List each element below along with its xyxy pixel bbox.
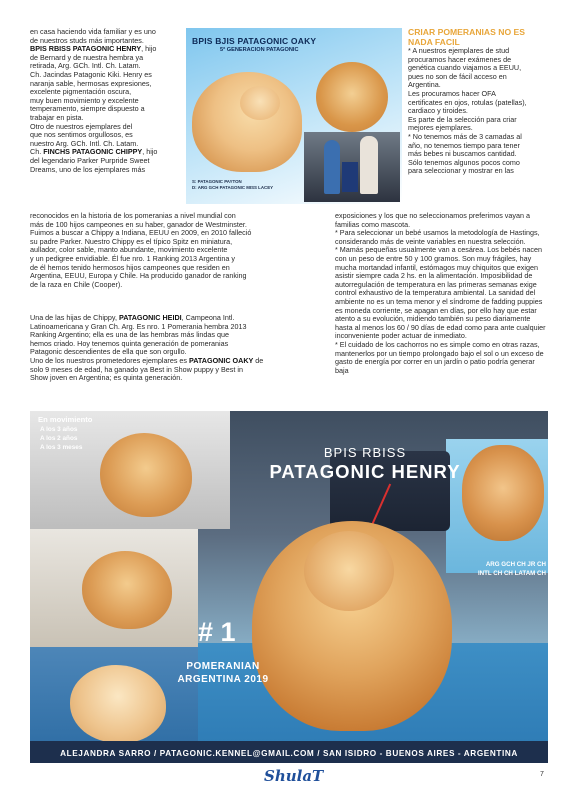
text-line: Es parte de la selección para criar	[408, 114, 517, 124]
text-line: excelente pigmentación oscura,	[30, 87, 132, 97]
text-line: asistir siempre cada 2 hs. en la alimentación. Imposibilidad de	[335, 271, 533, 281]
rank-breed: POMERANIAN	[186, 661, 260, 672]
text-line: naranja sable, hermosas expresiones,	[30, 78, 152, 88]
right-wide-paragraph	[335, 212, 550, 375]
text-line: hemos criado. Hoy tenemos quinta generación de pomeranias	[30, 338, 229, 348]
movement-label: En movimiento	[38, 415, 93, 424]
dog-photo-face	[240, 86, 280, 120]
text-line: Patagonic descendientes de ella que son orgullo.	[30, 347, 187, 357]
text-line: Latinoamericana y Gran Ch. Arg. Es nro. 1 Pomerania hembra 2013	[30, 321, 247, 331]
movement-item: A los 3 años	[40, 426, 78, 433]
oaky-photo	[186, 28, 402, 204]
show-ring-photo	[304, 132, 400, 202]
rank-country-year: ARGENTINA 2019	[177, 674, 269, 685]
text-line: solo 9 meses de edad, ha ganado ya Best in Show puppy y Best in	[30, 364, 243, 374]
text-line: es moneda corriente, se apagan en días, por ello hay que estar	[335, 305, 537, 315]
text-line: del legendario Parker Purpride Sweet	[30, 155, 150, 165]
text-line: año, no tenemos tiempo para tener	[408, 140, 520, 150]
text-line: nuestro Arg. GCh. Intl. Ch. Latam.	[30, 138, 139, 148]
text-line: reconocidos en la historia de los pomeranias a nivel mundial con	[30, 211, 236, 220]
text-line: Fuimos a buscar a Chippy a Indiana, EEUU en 2009, en 2010 falleció	[30, 228, 252, 238]
dog-name-oaky: PATAGONIC OAKY	[189, 355, 254, 365]
text-line: Argentina.	[408, 80, 441, 90]
trophy-banner	[342, 162, 358, 192]
dog-name-heidi: PATAGONIC HEIDI	[118, 313, 182, 322]
text-line: BPIS RBISS PATAGONIC HENRY, hijo	[30, 44, 157, 54]
text-line: * Mamás pequeñas usualmente van a cesárea. Los bebés nacen	[335, 245, 542, 255]
text-line: atento a su evolución, midiendo también su peso diariamente	[335, 314, 531, 324]
champion-titles: INTL CH CH LATAM CH	[477, 570, 546, 577]
text-line: Ch. Jacindas Patagonic Kiki. Henry es	[30, 69, 152, 79]
text-line: mejores ejemplares.	[408, 123, 473, 133]
text-line: genética cuando viajamos a EEUU,	[408, 63, 522, 73]
text-line: autorregulación de temperatura en las primeras semanas exige	[335, 279, 537, 289]
text-line: muy buen movimiento y excelente	[30, 95, 139, 105]
text-line: Otro de nuestros ejemplares del	[30, 121, 133, 131]
text-line: Les procuramos hacer OFA	[408, 88, 496, 98]
text-line: familias como mascota.	[335, 219, 411, 229]
section-heading: CRIAR POMERANIAS NO ES	[408, 27, 525, 37]
dog-photo-henry-face	[304, 531, 394, 611]
text-line: ambiente no es un tema menor y el síndrome de fadding puppies	[335, 296, 543, 306]
text-line: de Bernard y de nuestra hembra ya	[30, 52, 144, 62]
movement-item: A los 3 meses	[40, 444, 83, 451]
text-line: trabajar en pista.	[30, 112, 84, 122]
photo-caption-sire: S: PATAGONIC PAYTON	[192, 179, 242, 184]
banner-contact: ALEJANDRA SARRO / PATAGONIC.KENNEL@GMAIL.COM / SAN ISIDRO - BUENOS AIRES - ARGENTINA	[60, 749, 518, 758]
text-line: Dreams, uno de los ejemplares más	[30, 164, 146, 174]
text-line: control exhaustivo de la temperatura ambiental. La sanidad del	[335, 288, 536, 298]
right-column	[408, 28, 548, 176]
section-heading: NADA FACIL	[408, 36, 460, 47]
text-line: de nuestros studs más importantes.	[30, 35, 144, 45]
text-line: Argentina, EEUU, Europa y Chile. Ha producido ganador de ranking	[30, 271, 247, 281]
text-line: cardiaco y tiroides.	[408, 106, 468, 116]
text-line: * El cuidado de los cachorros no es simple como en otras razas,	[335, 339, 540, 349]
text-line: aullador, color sable, manto abundante, movimiento excelente	[30, 245, 228, 255]
text-line: Ch. FINCHS PATAGONIC CHIPPY, hijo	[30, 147, 158, 157]
text-line: pues no son de fácil acceso en	[408, 71, 507, 81]
dog-photo-3-years	[100, 433, 192, 517]
text-line: * A nuestros ejemplares de stud	[408, 46, 510, 55]
text-line: exposiciones y los que no seleccionamos preferimos vayan a	[335, 211, 530, 220]
dog-photo-headshot	[316, 62, 388, 132]
page-number: 7	[540, 771, 544, 778]
dog-photo-body	[192, 72, 302, 172]
text-line: Uno de los nuestros prometedores ejemplares es PATAGONIC OAKY de	[30, 355, 264, 365]
judge-figure	[324, 140, 340, 194]
left-column	[30, 28, 180, 174]
text-line: con un peso de entre 50 y 100 gramos. Son muy frágiles, hay	[335, 253, 532, 263]
dog-name-henry: BPIS RBISS PATAGONIC HENRY	[30, 44, 142, 54]
text-line: de la raza en Chile (Cooper).	[30, 279, 123, 289]
text-line: hasta al menos los 60 / 90 días de edad como para ante cualquier	[335, 322, 546, 332]
text-line: que nos sentimos orgullosos, es	[30, 130, 133, 140]
text-line: y un pedigree envidiable. Él fue nro. 1 Ranking 2013 Argentina y	[30, 253, 235, 263]
text-line: más bebes ni buscamos cantidad.	[408, 149, 517, 159]
text-line: Show joven en Argentina; es quinta generación.	[30, 373, 183, 383]
champion-titles: ARG GCH CH JR CH	[485, 561, 546, 568]
text-line: temperamento, siempre dispuesto a	[30, 104, 145, 114]
left-second-paragraph	[30, 314, 330, 383]
text-line: de él hemos tenido hermosos hijos campeones que residen en	[30, 262, 230, 272]
magazine-logo: ShulaT	[264, 767, 324, 785]
text-line: retirada, Arg. GCh. Intl. Ch. Latam.	[30, 61, 141, 71]
henry-advertisement	[30, 411, 548, 763]
text-line: gasto de energía por correr en un jardín o patio podría generar baja	[335, 357, 535, 375]
text-line: * No tenemos más de 3 camadas al	[408, 131, 522, 141]
text-line: procuramos hacer exámenes de	[408, 54, 512, 64]
text-line: Una de las hijas de Chippy, PATAGONIC HEIDI, Campeona Intl.	[30, 313, 235, 322]
text-line: su padre Parker. Nuestro Chippy es el típico Spitz en miniatura,	[30, 236, 233, 246]
text-line: certificates en ojos, rotulas (patellas),	[408, 97, 527, 107]
text-line: mucha mortandad infantil, estómagos muy chiquitos que exigen	[335, 262, 538, 272]
text-line: mantenerlos por un tiempo prolongado bajo el sol o un exceso de	[335, 348, 544, 358]
banner-title-small: BPIS RBISS	[323, 445, 407, 460]
text-line: considerando más de veinte variables en nuestra selección.	[335, 236, 526, 246]
text-line: más de 100 hijos campeones en su haber, ganador de Westminster.	[30, 219, 247, 229]
photo-subtitle: 5ª GENERACION PATAGONIC	[220, 47, 299, 53]
dog-photo-2-years	[82, 551, 172, 629]
photo-caption-dam: D: ARG GCH PATAGONIC MISS LACEY	[192, 185, 274, 190]
text-line: * Para seleccionar un bebé usamos la metodología de Hastings,	[335, 228, 540, 238]
dog-photo-headshot	[462, 445, 544, 541]
photo-title: BPIS BJIS PATAGONIC OAKY	[192, 36, 317, 46]
text-line: Sólo tenemos algunos pocos como	[408, 157, 520, 167]
text-line: Ranking Argentino; ella es una de las hembras más lindas que	[30, 330, 229, 340]
handler-figure	[360, 136, 378, 194]
rank-number: # 1	[198, 617, 236, 647]
movement-item: A los 2 años	[40, 435, 78, 442]
left-wide-paragraph	[30, 212, 330, 289]
text-line: para seleccionar y mostrar en las	[408, 166, 514, 176]
dog-photo-3-months	[70, 665, 166, 743]
text-line: en casa haciendo vida familiar y es uno	[30, 27, 156, 36]
banner-title: PATAGONIC HENRY	[269, 461, 461, 482]
dog-name-chippy: FINCHS PATAGONIC CHIPPY	[43, 147, 143, 157]
text-line: inconveniente poder actuar de inmediato.	[335, 331, 467, 341]
